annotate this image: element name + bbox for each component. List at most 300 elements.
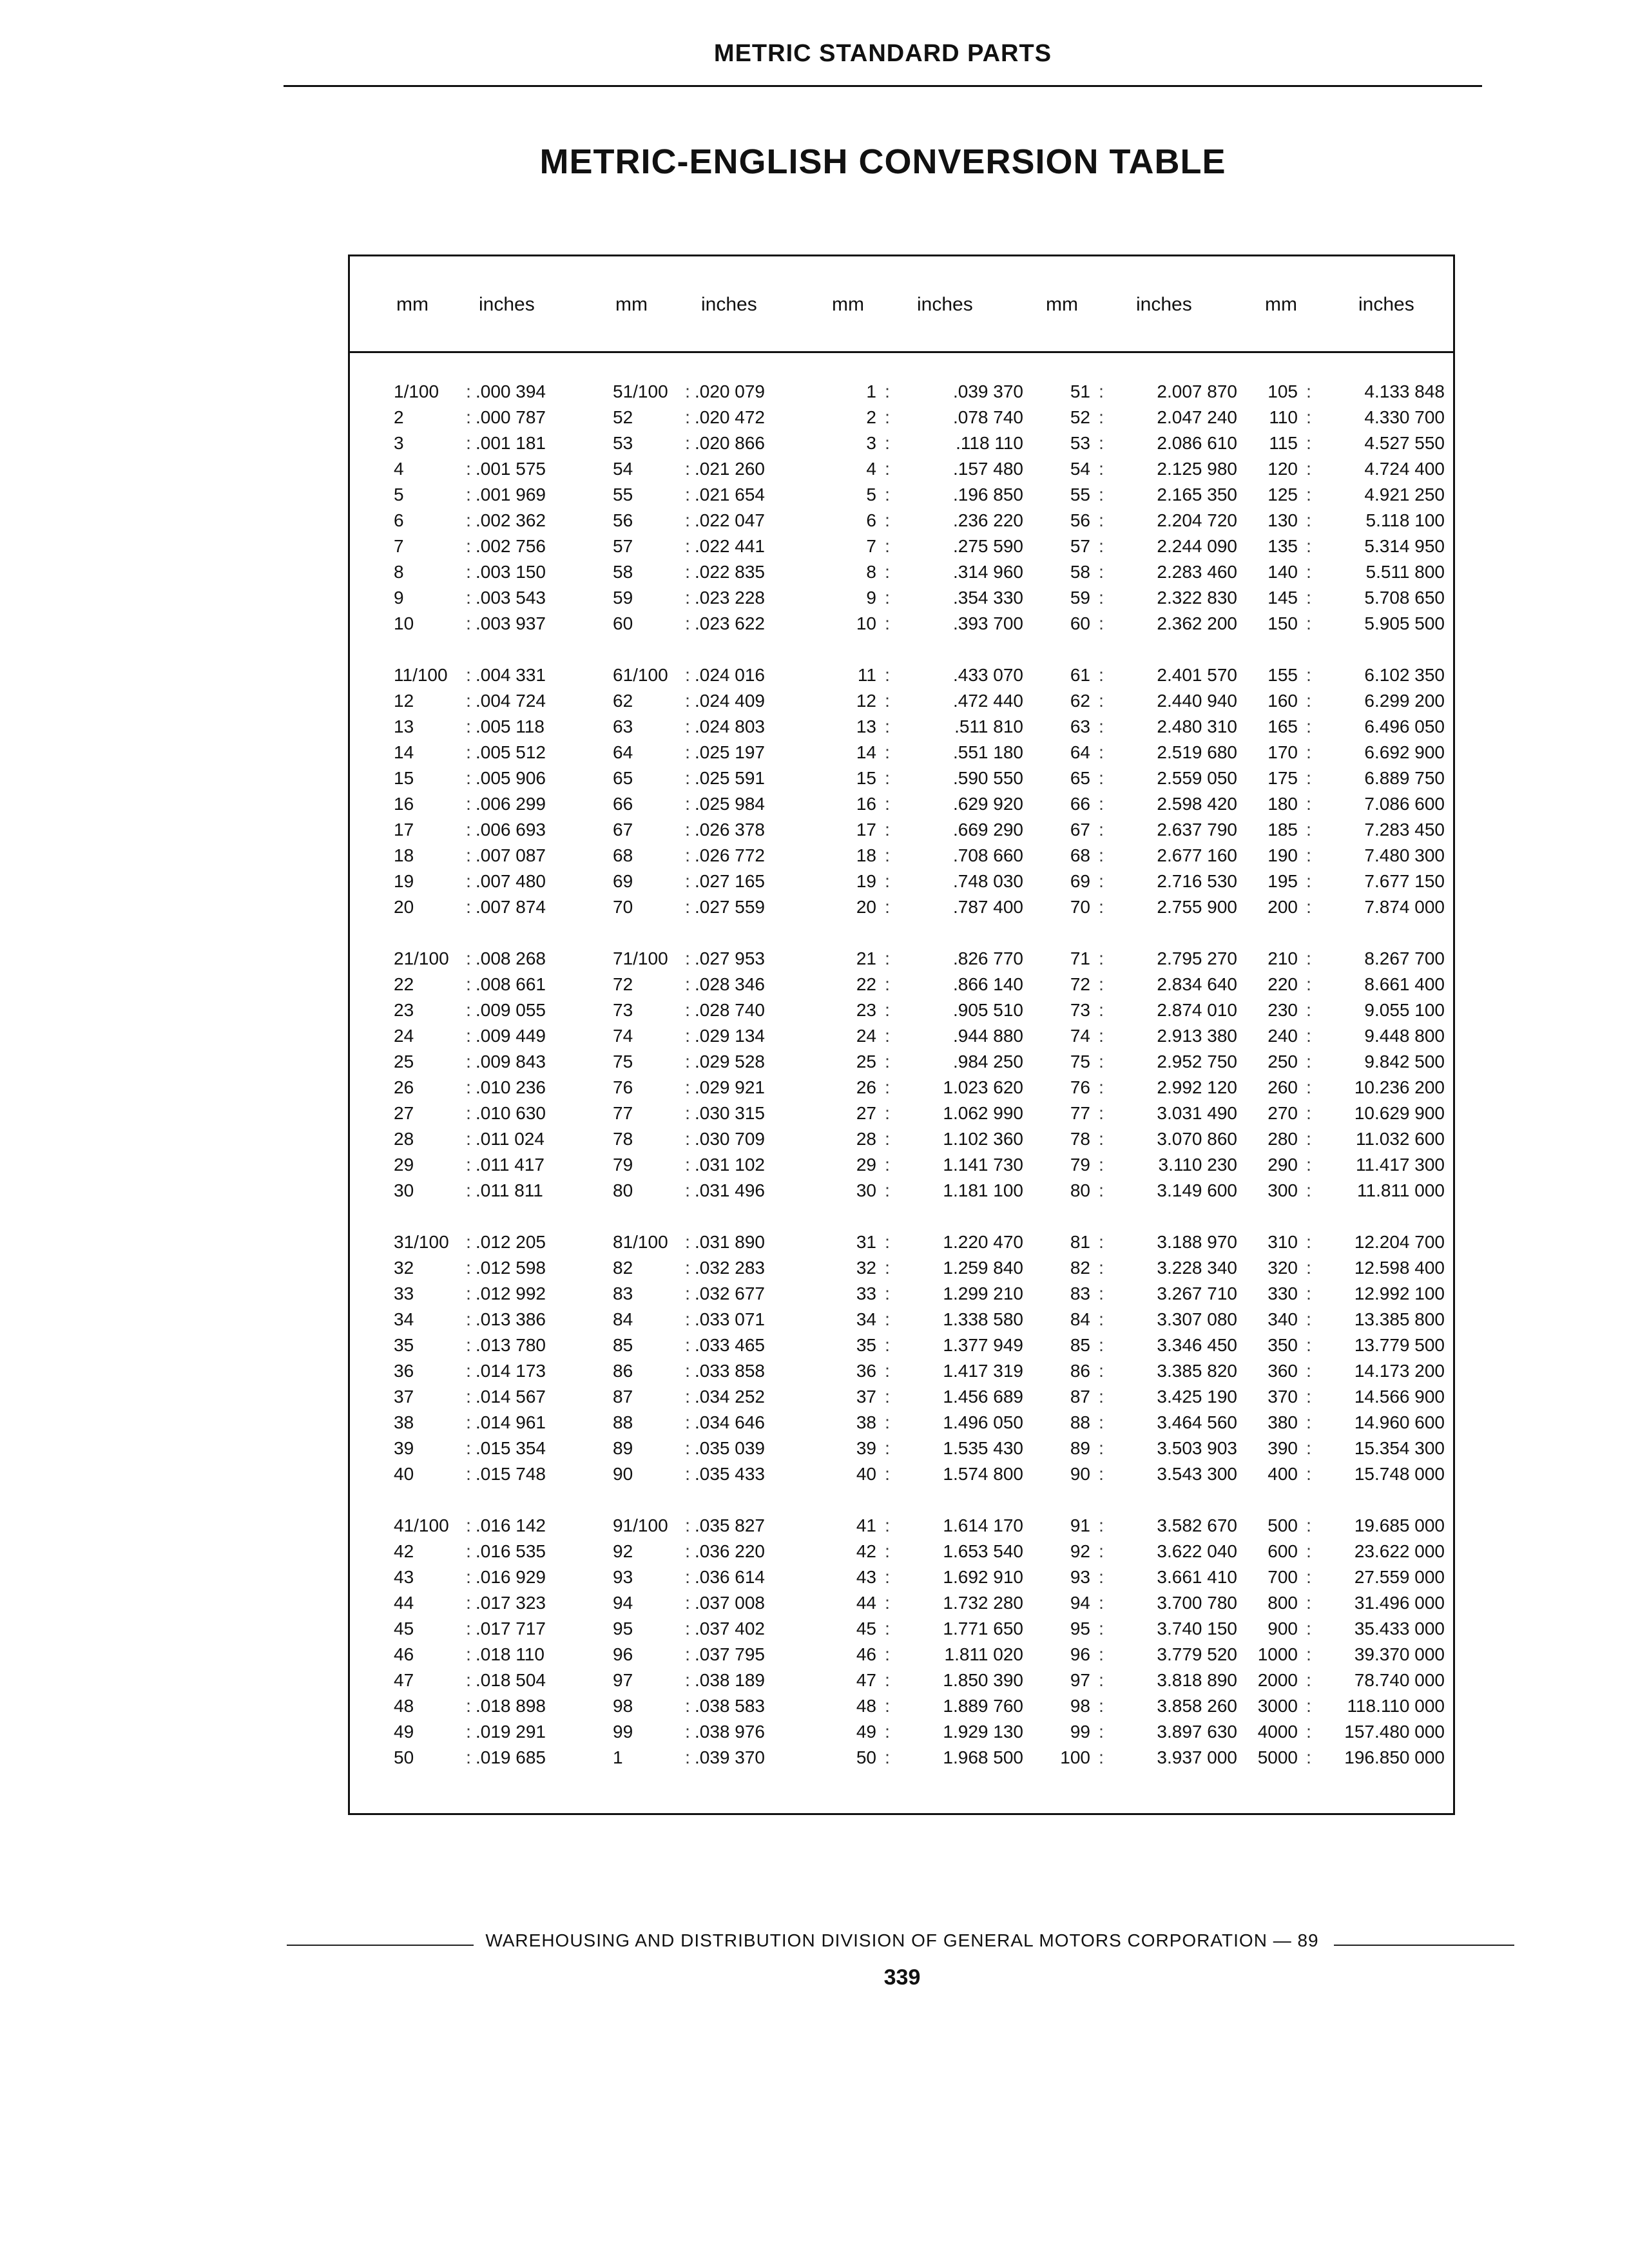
inches-value: .002 362 xyxy=(476,510,546,530)
table-row xyxy=(1234,662,1447,688)
table-row xyxy=(1027,1075,1239,1100)
mm-value: 53 xyxy=(1070,433,1090,453)
mm-value: 99 xyxy=(1070,1722,1090,1742)
inches-value: 7.677 150 xyxy=(1364,871,1445,891)
table-row xyxy=(813,817,1025,843)
inches-value: .022 441 xyxy=(695,536,765,556)
inches-value: .009 055 xyxy=(476,1000,546,1020)
inches-value: 1.614 170 xyxy=(943,1515,1023,1535)
mm-value: 91 xyxy=(1070,1515,1090,1535)
table-row xyxy=(613,714,825,740)
inches-value: .016 929 xyxy=(476,1567,546,1587)
table-row xyxy=(394,1229,606,1255)
mm-value: 63 xyxy=(613,716,633,736)
colon-separator: : xyxy=(1306,768,1311,788)
table-row xyxy=(1234,611,1447,637)
mm-value: 32 xyxy=(856,1258,876,1278)
table-row xyxy=(1234,714,1447,740)
table-row-block xyxy=(394,946,606,1229)
inches-value: 14.173 200 xyxy=(1354,1361,1445,1381)
table-row-block xyxy=(394,662,606,946)
mm-value: 4 xyxy=(866,459,876,479)
inches-value: .025 591 xyxy=(695,768,765,788)
colon-separator: : xyxy=(1099,871,1104,891)
table-row xyxy=(613,869,825,894)
mm-value: 800 xyxy=(1268,1593,1298,1613)
mm-value: 18 xyxy=(394,845,414,865)
mm-value: 8 xyxy=(394,562,404,582)
colon-separator: : xyxy=(685,948,690,968)
table-row xyxy=(613,1255,825,1281)
inches-value: 2.637 790 xyxy=(1157,820,1237,840)
mm-value: 36 xyxy=(856,1361,876,1381)
colon-separator: : xyxy=(466,1283,471,1303)
table-row-block xyxy=(1027,662,1239,946)
colon-separator: : xyxy=(1099,948,1104,968)
colon-separator: : xyxy=(1306,794,1311,814)
mm-value: 74 xyxy=(1070,1026,1090,1046)
mm-value: 5 xyxy=(866,485,876,505)
colon-separator: : xyxy=(1306,1747,1311,1767)
table-row xyxy=(1234,1152,1447,1178)
inches-value: 1.968 500 xyxy=(943,1747,1023,1767)
colon-separator: : xyxy=(466,974,471,994)
colon-separator: : xyxy=(466,1155,471,1175)
table-row xyxy=(613,972,825,997)
mm-value: 17 xyxy=(856,820,876,840)
table-row xyxy=(813,1384,1025,1410)
footer-rule-right xyxy=(1334,1945,1514,1946)
colon-separator: : xyxy=(1099,1232,1104,1252)
page-number: 339 xyxy=(883,1965,921,1990)
table-row xyxy=(1234,379,1447,405)
colon-separator: : xyxy=(1306,1696,1311,1716)
mm-value: 45 xyxy=(856,1619,876,1639)
colon-separator: : xyxy=(885,742,890,762)
table-row xyxy=(613,482,825,508)
table-row xyxy=(613,1719,825,1745)
mm-value: 12 xyxy=(856,691,876,711)
colon-separator: : xyxy=(685,1077,690,1097)
mm-value: 82 xyxy=(1070,1258,1090,1278)
table-row xyxy=(813,405,1025,430)
colon-separator: : xyxy=(1099,1464,1104,1484)
mm-value: 77 xyxy=(1070,1103,1090,1123)
colon-separator: : xyxy=(1306,1232,1311,1252)
colon-separator: : xyxy=(1099,485,1104,505)
colon-separator: : xyxy=(685,1000,690,1020)
table-row xyxy=(1234,1436,1447,1461)
table-row xyxy=(813,379,1025,405)
table-row xyxy=(613,611,825,637)
mm-value: 80 xyxy=(613,1180,633,1200)
table-row xyxy=(613,533,825,559)
table-row xyxy=(1027,1539,1239,1564)
colon-separator: : xyxy=(1306,485,1311,505)
inches-value: 4.133 848 xyxy=(1364,381,1445,401)
mm-value: 31 xyxy=(856,1232,876,1252)
mm-value: 31/100 xyxy=(394,1232,449,1252)
mm-value: 24 xyxy=(394,1026,414,1046)
colon-separator: : xyxy=(1099,1283,1104,1303)
inches-value: 1.299 210 xyxy=(943,1283,1023,1303)
table-row xyxy=(1234,1667,1447,1693)
colon-separator: : xyxy=(685,742,690,762)
inches-value: 11.032 600 xyxy=(1355,1129,1445,1149)
mm-value: 76 xyxy=(613,1077,633,1097)
mm-value: 37 xyxy=(394,1387,414,1407)
colon-separator: : xyxy=(885,948,890,968)
colon-separator: : xyxy=(885,1438,890,1458)
table-row xyxy=(1027,1023,1239,1049)
table-row xyxy=(394,1307,606,1332)
table-row xyxy=(613,1332,825,1358)
colon-separator: : xyxy=(885,1412,890,1432)
mm-value: 300 xyxy=(1268,1180,1298,1200)
table-row xyxy=(613,791,825,817)
mm-value: 33 xyxy=(394,1283,414,1303)
colon-separator: : xyxy=(885,562,890,582)
page-header: METRIC STANDARD PARTS xyxy=(713,40,1052,67)
mm-value: 400 xyxy=(1268,1464,1298,1484)
table-row xyxy=(813,1049,1025,1075)
mm-value: 115 xyxy=(1269,433,1298,453)
table-row xyxy=(813,508,1025,533)
mm-value: 19 xyxy=(394,871,414,891)
mm-value: 155 xyxy=(1268,665,1298,685)
colon-separator: : xyxy=(1099,613,1104,633)
inches-value: 7.874 000 xyxy=(1364,897,1445,917)
table-row xyxy=(813,1590,1025,1616)
inches-value: 3.031 490 xyxy=(1157,1103,1237,1123)
colon-separator: : xyxy=(1099,1438,1104,1458)
colon-separator: : xyxy=(1306,1644,1311,1664)
table-row xyxy=(1027,1693,1239,1719)
mm-value: 47 xyxy=(394,1670,414,1690)
mm-value: 51 xyxy=(1070,381,1090,401)
inches-value: 7.480 300 xyxy=(1364,845,1445,865)
inches-value: .018 898 xyxy=(476,1696,546,1716)
colon-separator: : xyxy=(466,742,471,762)
colon-separator: : xyxy=(466,433,471,453)
inches-value: .038 976 xyxy=(695,1722,765,1742)
inches-value: 3.858 260 xyxy=(1157,1696,1237,1716)
mm-value: 95 xyxy=(1070,1619,1090,1639)
colon-separator: : xyxy=(885,485,890,505)
colon-separator: : xyxy=(466,536,471,556)
mm-value: 1/100 xyxy=(394,381,439,401)
table-row xyxy=(394,1667,606,1693)
inches-value: .472 440 xyxy=(953,691,1023,711)
table-row xyxy=(1027,1719,1239,1745)
table-row xyxy=(1234,1384,1447,1410)
colon-separator: : xyxy=(466,459,471,479)
inches-value: 8.661 400 xyxy=(1364,974,1445,994)
table-row xyxy=(613,1049,825,1075)
table-row xyxy=(394,1100,606,1126)
inches-value: 5.314 950 xyxy=(1364,536,1445,556)
colon-separator: : xyxy=(885,1026,890,1046)
table-row xyxy=(1234,843,1447,869)
inches-value: 1.496 050 xyxy=(943,1412,1023,1432)
inches-value: 5.118 100 xyxy=(1365,510,1445,530)
table-row-block xyxy=(613,1229,825,1513)
column-header-mm: mm xyxy=(832,294,864,315)
mm-value: 110 xyxy=(1269,407,1298,427)
colon-separator: : xyxy=(885,716,890,736)
mm-value: 56 xyxy=(1070,510,1090,530)
table-row xyxy=(613,1384,825,1410)
colon-separator: : xyxy=(466,1593,471,1613)
inches-value: .157 480 xyxy=(953,459,1023,479)
colon-separator: : xyxy=(1306,948,1311,968)
table-row xyxy=(394,1178,606,1204)
table-row-block xyxy=(813,379,1025,662)
table-row xyxy=(613,1616,825,1642)
inches-value: 3.622 040 xyxy=(1157,1541,1237,1561)
colon-separator: : xyxy=(466,1464,471,1484)
mm-value: 60 xyxy=(1070,613,1090,633)
inches-value: .028 346 xyxy=(695,974,765,994)
colon-separator: : xyxy=(685,1335,690,1355)
colon-separator: : xyxy=(685,433,690,453)
mm-value: 96 xyxy=(613,1644,633,1664)
colon-separator: : xyxy=(885,1361,890,1381)
header-rule xyxy=(284,85,1482,87)
inches-value: 196.850 000 xyxy=(1344,1747,1445,1767)
table-row xyxy=(613,817,825,843)
mm-value: 15 xyxy=(856,768,876,788)
table-row xyxy=(1027,791,1239,817)
colon-separator: : xyxy=(1306,536,1311,556)
colon-separator: : xyxy=(1099,1593,1104,1613)
inches-value: .007 480 xyxy=(476,871,546,891)
inches-value: .023 228 xyxy=(695,588,765,608)
inches-value: 39.370 000 xyxy=(1354,1644,1445,1664)
table-row xyxy=(394,688,606,714)
mm-value: 5000 xyxy=(1257,1747,1298,1767)
colon-separator: : xyxy=(685,1129,690,1149)
mm-value: 47 xyxy=(856,1670,876,1690)
inches-value: .826 770 xyxy=(953,948,1023,968)
table-row xyxy=(813,611,1025,637)
table-row xyxy=(813,1023,1025,1049)
column-header-mm: mm xyxy=(1046,294,1078,315)
colon-separator: : xyxy=(885,510,890,530)
mm-value: 210 xyxy=(1268,948,1298,968)
mm-value: 52 xyxy=(1070,407,1090,427)
mm-value: 57 xyxy=(613,536,633,556)
colon-separator: : xyxy=(466,407,471,427)
inches-value: .033 071 xyxy=(695,1309,765,1329)
mm-value: 95 xyxy=(613,1619,633,1639)
mm-value: 77 xyxy=(613,1103,633,1123)
mm-value: 900 xyxy=(1268,1619,1298,1639)
table-row xyxy=(394,1332,606,1358)
colon-separator: : xyxy=(1099,1129,1104,1149)
table-row xyxy=(394,843,606,869)
colon-separator: : xyxy=(1099,742,1104,762)
inches-value: 3.582 670 xyxy=(1157,1515,1237,1535)
table-row xyxy=(613,1152,825,1178)
colon-separator: : xyxy=(1099,1387,1104,1407)
table-row xyxy=(1234,430,1447,456)
mm-value: 3 xyxy=(394,433,404,453)
table-row xyxy=(1027,1307,1239,1332)
inches-value: 6.496 050 xyxy=(1364,716,1445,736)
inches-value: .275 590 xyxy=(953,536,1023,556)
inches-value: 2.283 460 xyxy=(1157,562,1237,582)
colon-separator: : xyxy=(466,1541,471,1561)
colon-separator: : xyxy=(885,407,890,427)
inches-value: .034 252 xyxy=(695,1387,765,1407)
inches-value: .001 575 xyxy=(476,459,546,479)
inches-value: .005 118 xyxy=(476,716,545,736)
mm-value: 73 xyxy=(613,1000,633,1020)
mm-value: 500 xyxy=(1268,1515,1298,1535)
mm-value: 36 xyxy=(394,1361,414,1381)
inches-value: .012 992 xyxy=(476,1283,546,1303)
table-row xyxy=(1027,1642,1239,1667)
table-row xyxy=(394,997,606,1023)
table-row xyxy=(1027,869,1239,894)
colon-separator: : xyxy=(1306,1026,1311,1046)
table-row-block xyxy=(813,1229,1025,1513)
mm-value: 89 xyxy=(1070,1438,1090,1458)
mm-value: 70 xyxy=(613,897,633,917)
table-row xyxy=(394,405,606,430)
table-row xyxy=(1234,1719,1447,1745)
table-row xyxy=(1027,1564,1239,1590)
inches-value: .024 016 xyxy=(695,665,765,685)
table-row xyxy=(813,714,1025,740)
colon-separator: : xyxy=(466,1515,471,1535)
mm-value: 82 xyxy=(613,1258,633,1278)
inches-value: .029 134 xyxy=(695,1026,765,1046)
inches-value: 3.346 450 xyxy=(1157,1335,1237,1355)
inches-value: 3.937 000 xyxy=(1157,1747,1237,1767)
table-column-group xyxy=(1027,379,1239,1796)
table-row xyxy=(1027,1384,1239,1410)
mm-value: 64 xyxy=(613,742,633,762)
table-row xyxy=(613,1307,825,1332)
mm-value: 42 xyxy=(394,1541,414,1561)
inches-value: 19.685 000 xyxy=(1354,1515,1445,1535)
mm-value: 320 xyxy=(1268,1258,1298,1278)
mm-value: 380 xyxy=(1268,1412,1298,1432)
colon-separator: : xyxy=(466,1000,471,1020)
colon-separator: : xyxy=(466,1180,471,1200)
table-row xyxy=(813,585,1025,611)
table-row xyxy=(1234,1229,1447,1255)
mm-value: 26 xyxy=(394,1077,414,1097)
mm-value: 30 xyxy=(856,1180,876,1200)
colon-separator: : xyxy=(1306,742,1311,762)
table-row xyxy=(394,1075,606,1100)
inches-value: .031 890 xyxy=(695,1232,765,1252)
mm-value: 1 xyxy=(866,381,876,401)
colon-separator: : xyxy=(885,381,890,401)
mm-value: 56 xyxy=(613,510,633,530)
inches-value: 14.960 600 xyxy=(1354,1412,1445,1432)
table-row xyxy=(394,1436,606,1461)
mm-value: 48 xyxy=(856,1696,876,1716)
colon-separator: : xyxy=(1099,1052,1104,1072)
table-row xyxy=(1027,379,1239,405)
inches-value: .014 173 xyxy=(476,1361,546,1381)
table-row-block xyxy=(813,946,1025,1229)
table-row xyxy=(394,1719,606,1745)
colon-separator: : xyxy=(466,665,471,685)
colon-separator: : xyxy=(685,613,690,633)
colon-separator: : xyxy=(685,1644,690,1664)
inches-value: 4.330 700 xyxy=(1364,407,1445,427)
colon-separator: : xyxy=(885,1103,890,1123)
mm-value: 94 xyxy=(613,1593,633,1613)
table-row xyxy=(1027,843,1239,869)
colon-separator: : xyxy=(466,1619,471,1639)
mm-value: 11 xyxy=(857,665,876,685)
inches-value: .016 535 xyxy=(476,1541,546,1561)
inches-value: 12.598 400 xyxy=(1354,1258,1445,1278)
mm-value: 8 xyxy=(866,562,876,582)
mm-value: 3000 xyxy=(1257,1696,1298,1716)
colon-separator: : xyxy=(1306,820,1311,840)
inches-value: .669 290 xyxy=(953,820,1023,840)
colon-separator: : xyxy=(466,1387,471,1407)
colon-separator: : xyxy=(685,1283,690,1303)
inches-value: .433 070 xyxy=(953,665,1023,685)
table-row xyxy=(1027,740,1239,765)
mm-value: 49 xyxy=(856,1722,876,1742)
inches-value: .026 378 xyxy=(695,820,765,840)
colon-separator: : xyxy=(1306,1155,1311,1175)
colon-separator: : xyxy=(885,1335,890,1355)
mm-value: 86 xyxy=(1070,1361,1090,1381)
table-row-block xyxy=(394,1513,606,1796)
colon-separator: : xyxy=(466,897,471,917)
colon-separator: : xyxy=(1306,974,1311,994)
mm-value: 175 xyxy=(1268,768,1298,788)
table-row xyxy=(1027,1590,1239,1616)
mm-value: 2 xyxy=(866,407,876,427)
table-row xyxy=(613,1642,825,1667)
colon-separator: : xyxy=(685,1387,690,1407)
mm-value: 71/100 xyxy=(613,948,668,968)
table-row xyxy=(813,1178,1025,1204)
inches-value: .013 780 xyxy=(476,1335,546,1355)
inches-value: .354 330 xyxy=(953,588,1023,608)
inches-value: 3.425 190 xyxy=(1157,1387,1237,1407)
table-row xyxy=(1027,585,1239,611)
table-row xyxy=(613,765,825,791)
mm-value: 55 xyxy=(613,485,633,505)
table-row-block xyxy=(1027,1229,1239,1513)
colon-separator: : xyxy=(1306,1464,1311,1484)
mm-value: 4 xyxy=(394,459,404,479)
table-row-block xyxy=(1234,1513,1447,1796)
table-column-group xyxy=(813,379,1025,1796)
mm-value: 87 xyxy=(1070,1387,1090,1407)
table-row xyxy=(1027,559,1239,585)
mm-value: 33 xyxy=(856,1283,876,1303)
inches-value: 11.417 300 xyxy=(1355,1155,1445,1175)
inches-value: 3.228 340 xyxy=(1157,1258,1237,1278)
inches-value: 4.724 400 xyxy=(1364,459,1445,479)
colon-separator: : xyxy=(1099,1180,1104,1200)
inches-value: 2.204 720 xyxy=(1157,510,1237,530)
colon-separator: : xyxy=(885,768,890,788)
